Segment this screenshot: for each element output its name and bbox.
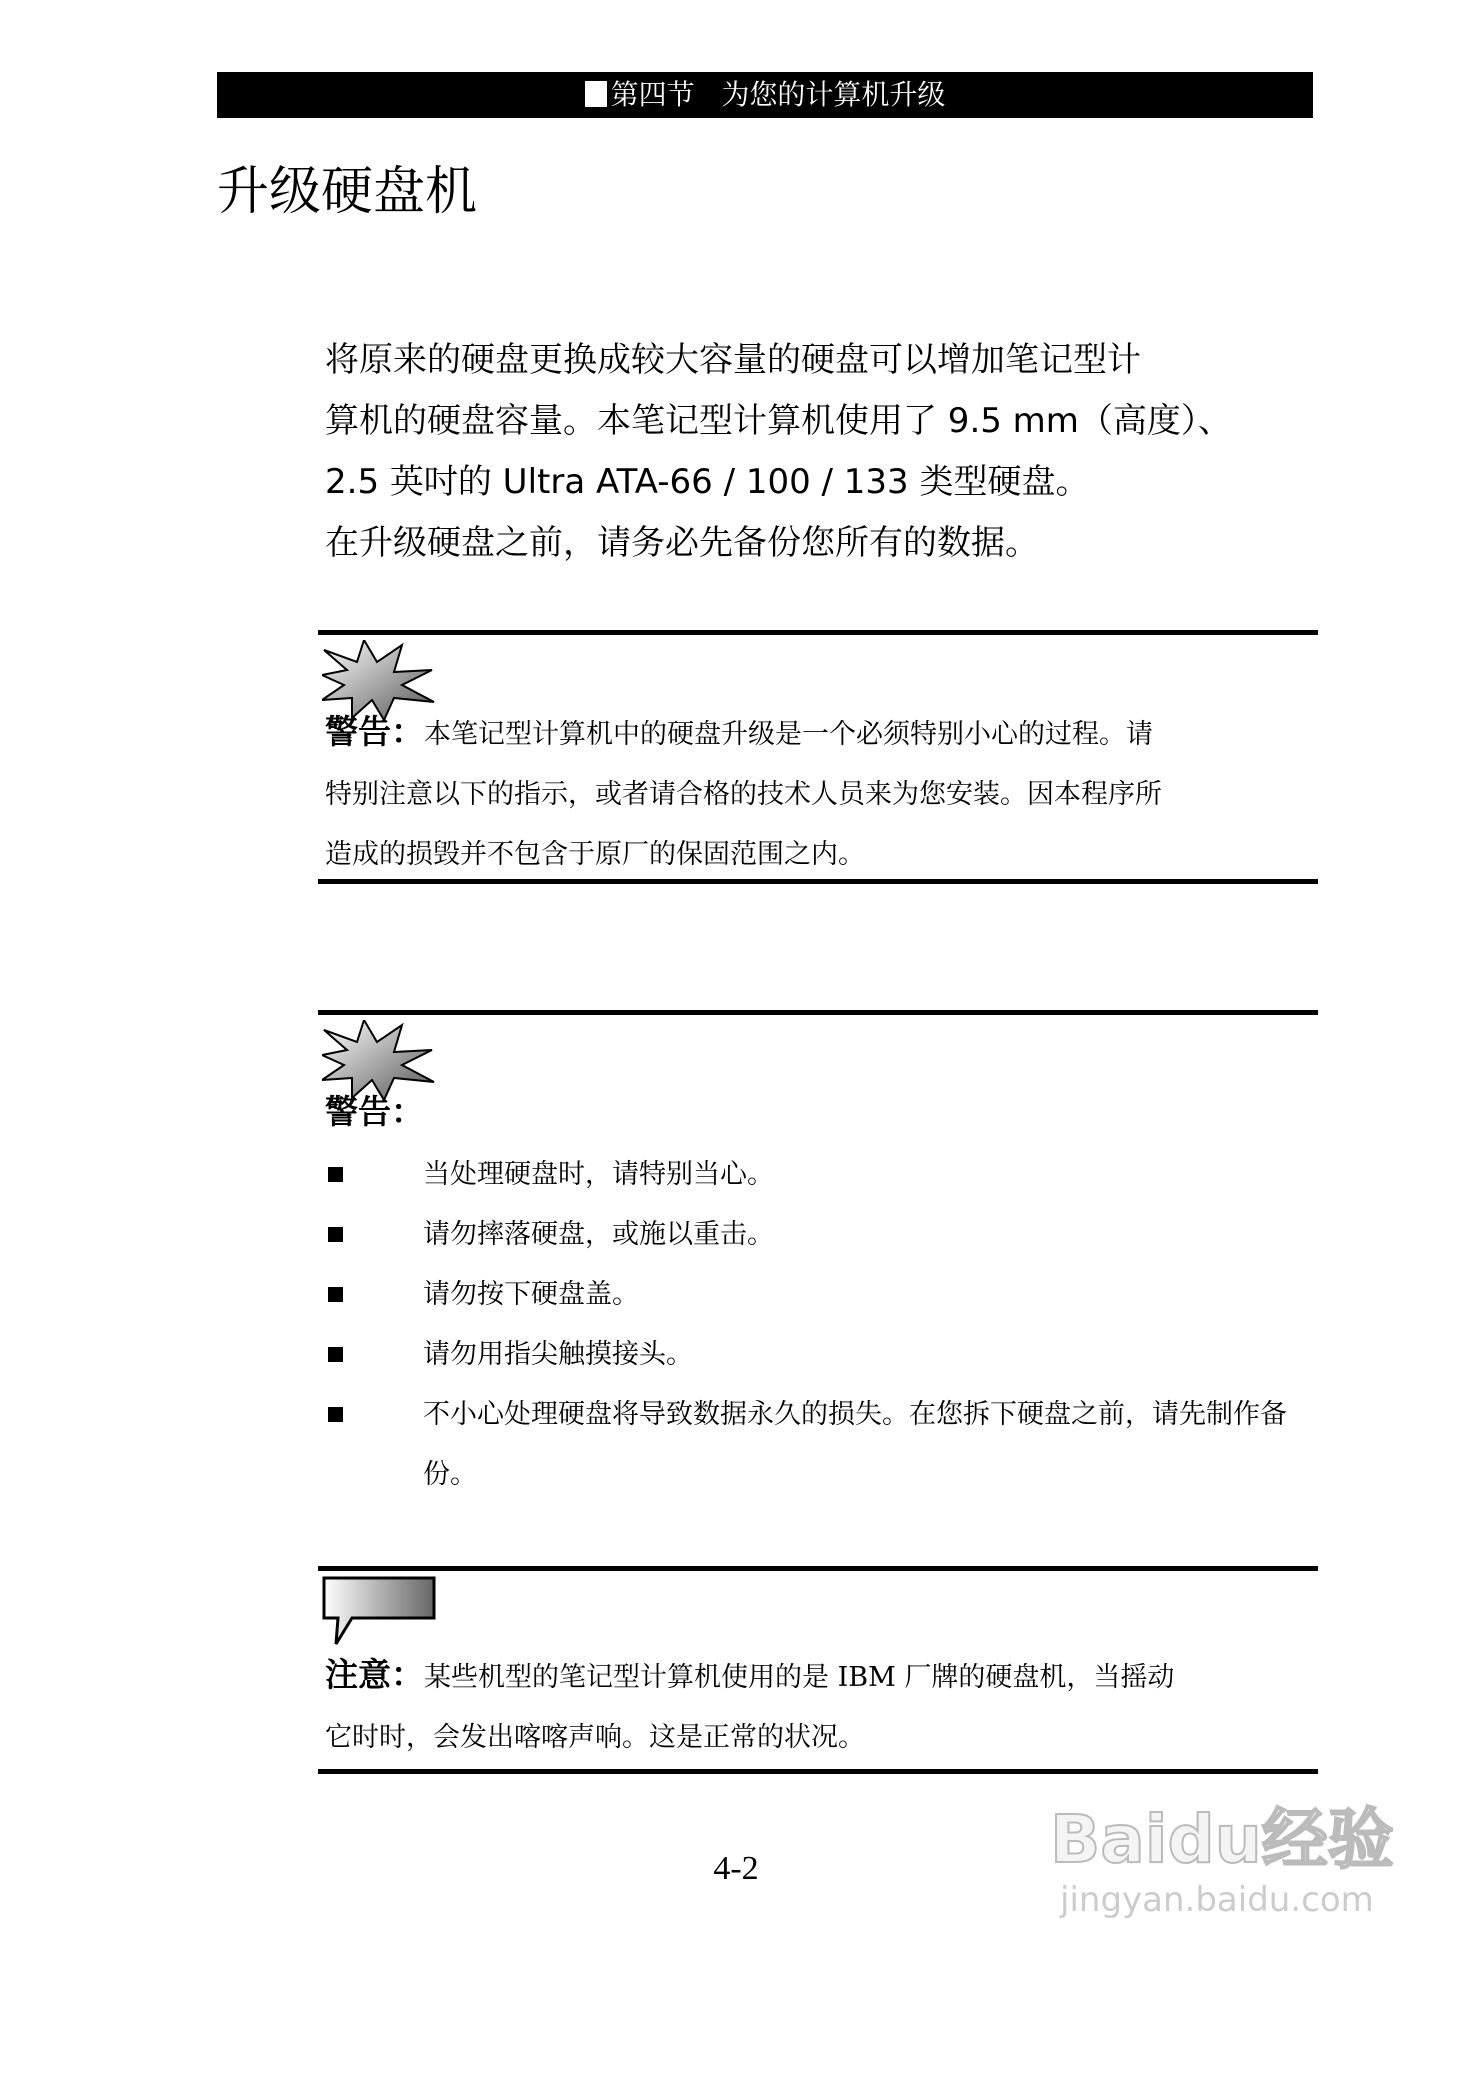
intro-line: 算机的硬盘容量。本笔记型计算机使用了 9.5 mm（高度）、 [325, 401, 1232, 441]
divider [318, 1010, 1318, 1015]
note-text: 它时时，会发出喀喀声响。这是正常的状况。 [325, 1722, 865, 1753]
divider [318, 1769, 1318, 1774]
divider [318, 1566, 1318, 1571]
warning-2-label [325, 1082, 1320, 1145]
intro-line: 在升级硬盘之前，请务必先备份您所有的数据。 [325, 523, 1039, 563]
warning-text: 特别注意以下的指示，或者请合格的技术人员来为您安装。因本程序所 [325, 779, 1162, 810]
list-item-text: 请勿按下硬盘盖。 [423, 1279, 639, 1310]
warning-label: 警告： [325, 1092, 424, 1131]
warning-label: 警告： [325, 712, 424, 751]
bullet-icon [328, 1407, 343, 1422]
list-item-text: 请勿摔落硬盘，或施以重击。 [423, 1219, 774, 1250]
page-number: 4-2 [713, 1850, 759, 1887]
warning-1 [325, 702, 1320, 885]
warning-text: 本笔记型计算机中的硬盘升级是一个必须特别小心的过程。请 [424, 719, 1153, 750]
page-title: 升级硬盘机 [217, 162, 478, 222]
note-speech-bubble-icon [322, 1576, 437, 1648]
bullet-icon [328, 1347, 343, 1362]
section-title: 为您的计算机升级 [721, 78, 946, 111]
intro-line: 将原来的硬盘更换成较大容量的硬盘可以增加笔记型计 [325, 340, 1141, 380]
intro-line: 2.5 英吋的 Ultra ATA-66 / 100 / 133 类型硬盘。 [325, 462, 1090, 502]
list-item-text: 请勿用指尖触摸接头。 [423, 1339, 693, 1370]
watermark-brand: Baidu经验 [1050, 1801, 1394, 1878]
section-header [217, 72, 1313, 118]
list-item [328, 1385, 1318, 1515]
divider [318, 630, 1318, 635]
divider [318, 879, 1318, 884]
note [325, 1645, 1320, 1768]
watermark-url: jingyan.baidu.com [1060, 1880, 1374, 1920]
note-label: 注意： [325, 1655, 424, 1694]
bullet-icon [328, 1287, 343, 1302]
baidu-watermark [1050, 1800, 1394, 1920]
list-item-text: 不小心处理硬盘将导致数据永久的损失。在您拆下硬盘之前，请先制作备份。 [423, 1399, 1287, 1490]
note-text: 某些机型的笔记型计算机使用的是 IBM 厂牌的硬盘机，当摇动 [424, 1662, 1175, 1693]
warning-text: 造成的损毁并不包含于原厂的保固范围之内。 [325, 839, 865, 870]
section-number: 第四节 [610, 78, 695, 111]
bullet-icon [328, 1227, 343, 1242]
intro-paragraph [325, 330, 1325, 574]
square-bullet-icon [585, 81, 607, 107]
bullet-icon [328, 1167, 343, 1182]
list-item-text: 当处理硬盘时，请特别当心。 [423, 1159, 774, 1190]
